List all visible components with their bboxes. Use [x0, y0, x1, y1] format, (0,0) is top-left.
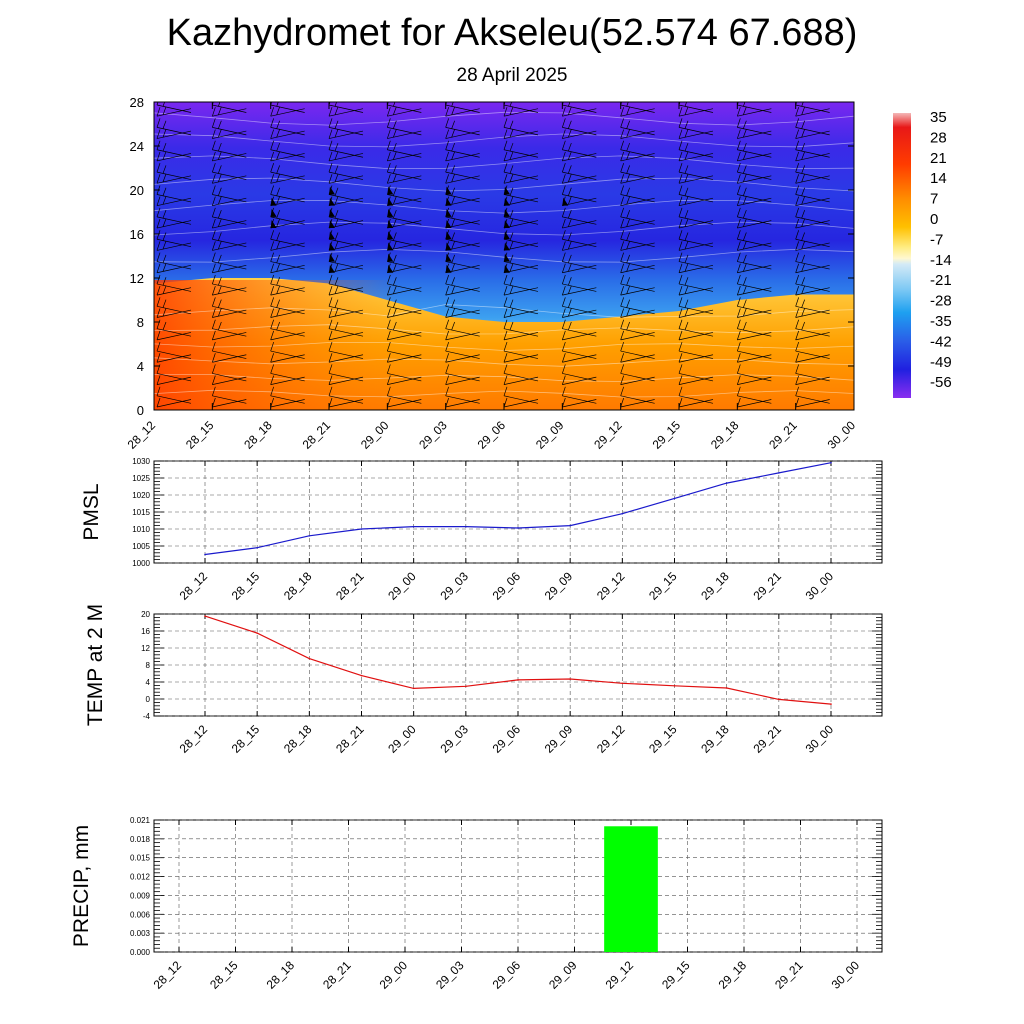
precip-x-tick-label: 28_12 [150, 958, 185, 992]
section-y-tick-label: 24 [129, 139, 144, 154]
precip-y-tick-label: 0.012 [129, 872, 150, 882]
temp2m-x-tick-label: 28_12 [176, 722, 211, 756]
pmsl-y-tick-label: 1015 [132, 508, 150, 517]
section-x-tick-label: 29_03 [416, 418, 450, 452]
section-x-tick-label: 29_18 [707, 418, 742, 452]
colorbar-label: 7 [930, 190, 939, 208]
section-y-tick-label: 28 [129, 95, 144, 110]
precip-x-tick-label: 29_09 [546, 958, 580, 992]
colorbar-label: -14 [930, 251, 952, 269]
temp2m-data-point [726, 687, 728, 689]
pmsl-x-tick-label: 30_00 [802, 569, 837, 603]
temp2m-data-point [204, 615, 206, 617]
pmsl-y-tick-label: 1010 [132, 525, 150, 534]
colorbar-label: 21 [930, 149, 947, 167]
pmsl-data-point [622, 513, 624, 515]
temp2m-data-point [413, 688, 415, 690]
pmsl-y-tick-label: 1000 [132, 559, 150, 568]
pmsl-x-tick-label: 29_03 [437, 569, 471, 603]
pmsl-data-point [830, 462, 832, 464]
pmsl-panel [80, 457, 882, 603]
temp2m-x-tick-label: 29_18 [698, 722, 732, 756]
pmsl-x-tick-label: 29_00 [385, 569, 419, 603]
precip-y-tick-label: 0.021 [129, 816, 150, 825]
temp2m-y-tick-label: 12 [141, 644, 150, 653]
colorbar-label: -56 [930, 374, 952, 392]
precip-y-tick-label: 0.000 [129, 948, 150, 957]
temp2m-data-point [674, 685, 676, 687]
precip-x-tick-label: 29_06 [489, 958, 524, 992]
temp2m-y-tick-label: 16 [141, 627, 150, 636]
section-x-tick-label: 28_18 [241, 418, 275, 452]
pmsl-data-point [517, 527, 519, 529]
pmsl-x-tick-label: 29_09 [541, 569, 576, 603]
pmsl-data-point [778, 472, 780, 474]
precip-y-tick-label: 0.018 [129, 834, 150, 844]
chart-title: Kazhydromet for Akseleu(52.574 67.688) [166, 12, 858, 54]
temp2m-x-tick-label: 29_00 [385, 722, 419, 756]
pmsl-y-tick-label: 1005 [132, 542, 150, 551]
precip-y-tick-label: 0.009 [129, 891, 150, 901]
temp2m-data-point [778, 699, 780, 701]
temp2m-x-tick-label: 29_03 [437, 722, 471, 756]
temp2m-x-tick-label: 29_09 [541, 722, 576, 756]
section-x-tick-label: 30_00 [824, 418, 859, 452]
section-y-tick-label: 16 [129, 227, 144, 242]
pmsl-data-point [413, 526, 415, 528]
colorbar-label: 28 [930, 129, 947, 147]
precip-y-tick-label: 0.003 [129, 929, 150, 939]
precip-y-tick-label: 0.006 [129, 910, 150, 920]
precip-x-tick-label: 28_15 [207, 958, 241, 992]
pmsl-data-point [256, 547, 258, 549]
temp2m-x-tick-label: 30_00 [802, 722, 837, 756]
precip-x-tick-label: 28_18 [263, 958, 298, 992]
temp2m-data-point [517, 679, 519, 681]
colorbar-label: 35 [930, 109, 947, 126]
section-x-tick-label: 28_21 [299, 418, 334, 452]
colorbar-label: -35 [930, 313, 952, 330]
temp2m-y-axis-title: TEMP at 2 M [84, 603, 107, 727]
precip-x-tick-label: 28_21 [320, 958, 354, 992]
temp2m-data-point [361, 675, 363, 677]
section-y-tick-label: 12 [129, 271, 144, 286]
colorbar-label: -28 [930, 292, 952, 310]
precip-x-tick-label: 29_00 [376, 958, 411, 992]
temp2m-y-tick-label: 4 [145, 678, 150, 687]
precip-x-tick-label: 29_18 [715, 958, 750, 992]
pmsl-x-tick-label: 29_18 [698, 569, 732, 603]
pmsl-data-point [465, 526, 467, 528]
temp2m-data-point [465, 685, 467, 687]
pmsl-x-tick-label: 28_15 [228, 569, 263, 603]
temp2m-x-tick-label: 28_15 [228, 722, 263, 756]
temp2m-data-point [622, 682, 624, 684]
temp-panel [84, 604, 882, 756]
precip-x-tick-label: 29_15 [659, 958, 693, 992]
temp2m-data-point [830, 703, 832, 705]
colorbar-label: 0 [930, 211, 939, 228]
section-x-tick-label: 29_12 [591, 418, 625, 452]
pmsl-y-tick-label: 1020 [132, 491, 150, 500]
section-x-tick-label: 29_15 [649, 418, 684, 452]
vertical-section-panel [125, 95, 952, 452]
section-x-tick-label: 29_21 [766, 418, 800, 452]
temp2m-x-tick-label: 29_15 [646, 722, 680, 756]
temp2m-data-point [256, 632, 258, 634]
pmsl-x-tick-label: 28_21 [333, 569, 367, 603]
pmsl-x-tick-label: 28_12 [176, 569, 211, 603]
colorbar-label: -42 [930, 333, 952, 351]
section-x-tick-label: 29_09 [532, 418, 567, 452]
temp2m-y-tick-label: 0 [145, 695, 150, 704]
section-x-tick-label: 28_12 [124, 418, 159, 452]
temp2m-x-tick-label: 29_06 [489, 722, 524, 756]
pmsl-y-tick-label: 1025 [132, 474, 150, 483]
section-y-tick-label: 0 [136, 403, 144, 418]
colorbar-label: 14 [930, 170, 947, 188]
pmsl-data-point [204, 554, 206, 556]
precip-x-tick-label: 30_00 [828, 958, 863, 992]
pmsl-x-tick-label: 29_12 [593, 569, 628, 603]
pmsl-x-tick-label: 29_06 [489, 569, 524, 603]
pmsl-data-point [674, 498, 676, 500]
colorbar [893, 113, 911, 398]
pmsl-data-point [726, 482, 728, 484]
colorbar-label: -49 [930, 353, 952, 371]
pmsl-data-point [309, 535, 311, 537]
temp2m-y-tick-label: -4 [142, 712, 150, 721]
temp2m-y-tick-label: 8 [145, 661, 150, 670]
temp2m-x-tick-label: 28_18 [280, 722, 315, 756]
pmsl-data-point [569, 525, 571, 527]
pmsl-x-tick-label: 29_21 [750, 569, 784, 603]
pmsl-y-tick-label: 1030 [132, 457, 150, 466]
precip-y-axis-title: PRECIP, mm [70, 824, 93, 948]
precip-x-tick-label: 29_03 [433, 958, 467, 992]
temp2m-x-tick-label: 29_12 [593, 722, 628, 756]
temp2m-y-tick-label: 20 [141, 610, 150, 619]
colorbar-label: -21 [930, 272, 952, 290]
precip-panel [70, 816, 882, 992]
precip-y-tick-label: 0.015 [129, 853, 150, 863]
pmsl-data-point [361, 528, 363, 530]
temp2m-x-tick-label: 28_21 [333, 722, 367, 756]
section-x-tick-label: 28_15 [182, 418, 217, 452]
temp2m-data-point [569, 678, 571, 680]
precip-bar [604, 826, 658, 952]
pmsl-x-tick-label: 29_15 [646, 569, 680, 603]
temp2m-data-point [309, 658, 311, 660]
colorbar-label: -7 [930, 231, 944, 249]
section-y-tick-label: 4 [136, 359, 144, 374]
precip-x-tick-label: 29_12 [602, 958, 637, 992]
precip-x-tick-label: 29_21 [772, 958, 806, 992]
section-x-tick-label: 29_06 [474, 418, 509, 452]
section-y-tick-label: 8 [136, 315, 144, 330]
pmsl-x-tick-label: 28_18 [280, 569, 315, 603]
section-y-tick-label: 20 [129, 183, 144, 198]
colorbar-labels [930, 109, 952, 391]
warm-side-shading [154, 280, 854, 410]
pmsl-y-axis-title: PMSL [80, 483, 103, 541]
temp2m-x-tick-label: 29_21 [750, 722, 784, 756]
section-x-tick-label: 29_00 [357, 418, 392, 452]
chart-subtitle: 28 April 2025 [456, 65, 568, 86]
